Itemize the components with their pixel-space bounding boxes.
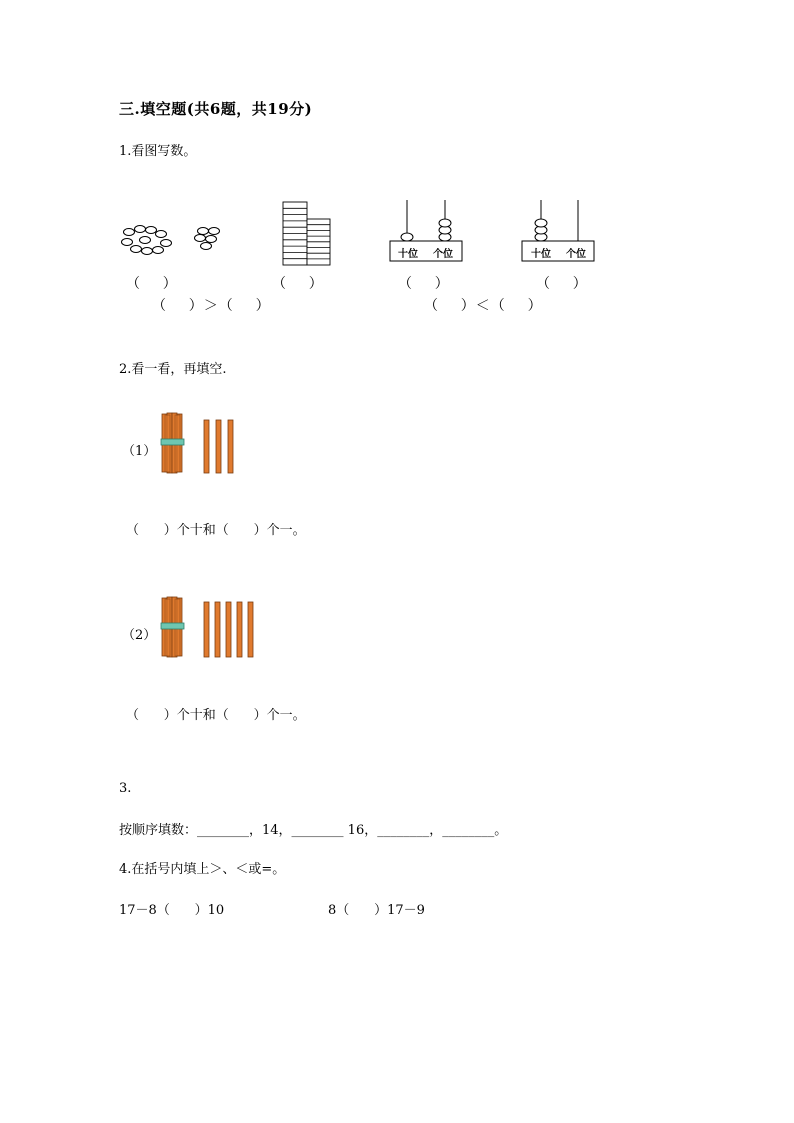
stick	[216, 420, 221, 473]
oval	[140, 237, 151, 244]
q2-part1-answer[interactable]: （ ）个十和（ ）个一。	[126, 523, 306, 538]
oval	[206, 236, 217, 243]
q1-compare-less[interactable]: （ ）＜（ ）	[424, 298, 543, 314]
oval	[135, 226, 146, 233]
q2-part1-label: （1）	[122, 444, 157, 459]
stick	[226, 602, 231, 657]
oval	[153, 247, 164, 254]
abacus-left-tens-label: 十位	[398, 249, 418, 260]
q1-blank-ovals[interactable]: （ ）	[126, 276, 178, 292]
single-sticks-part1	[203, 419, 235, 475]
abacus-right-ones-label: 个位	[566, 249, 586, 260]
bead	[535, 219, 547, 227]
stick	[215, 602, 220, 657]
q4-expression-1[interactable]: 17－8（ ）10	[119, 903, 225, 918]
section-title: 三.填空题(共6题，共19分)	[119, 100, 313, 118]
stick-bundle-icon	[160, 412, 186, 474]
oval	[161, 240, 172, 247]
abacus-right-tens-label: 十位	[531, 249, 551, 260]
stick	[204, 602, 209, 657]
oval	[124, 229, 135, 236]
ovals-group-ten	[120, 222, 174, 258]
stick	[237, 602, 242, 657]
bead	[439, 219, 451, 227]
oval	[156, 231, 167, 238]
q1-compare-greater[interactable]: （ ）＞（ ）	[152, 298, 271, 314]
oval	[146, 227, 157, 234]
stick	[248, 602, 253, 657]
oval	[131, 246, 142, 253]
q2-part2-answer[interactable]: （ ）个十和（ ）个一。	[126, 708, 306, 723]
q2-prompt: 2.看一看，再填空.	[119, 362, 227, 377]
stick-bundle-icon	[160, 596, 186, 658]
q1-blank-abacus-right[interactable]: （ ）	[536, 276, 588, 292]
oval	[201, 243, 212, 250]
ovals-group-five	[193, 226, 225, 250]
q1-prompt: 1.看图写数。	[119, 144, 197, 159]
oval	[142, 248, 153, 255]
oval	[209, 228, 220, 235]
q1-blank-blocks[interactable]: （ ）	[272, 276, 324, 292]
stick	[228, 420, 233, 473]
abacus-left-ones-label: 个位	[433, 249, 453, 260]
stacked-blocks	[283, 201, 333, 267]
single-sticks-part2	[203, 601, 257, 659]
stick	[204, 420, 209, 473]
q3-number: 3.	[119, 781, 132, 796]
q4-prompt: 4.在括号内填上＞、＜或=。	[119, 862, 286, 877]
q4-expression-2[interactable]: 8（ ）17－9	[328, 903, 425, 918]
abacus-left	[390, 198, 462, 262]
q2-part2-label: （2）	[122, 628, 157, 643]
q1-blank-abacus-left[interactable]: （ ）	[398, 276, 450, 292]
oval	[198, 228, 209, 235]
q3-sequence-line[interactable]: 按顺序填数：________，14，________ 16，________，________。	[119, 823, 508, 838]
oval	[122, 239, 133, 246]
abacus-right	[522, 198, 594, 262]
bead	[401, 233, 413, 241]
oval	[195, 235, 206, 242]
